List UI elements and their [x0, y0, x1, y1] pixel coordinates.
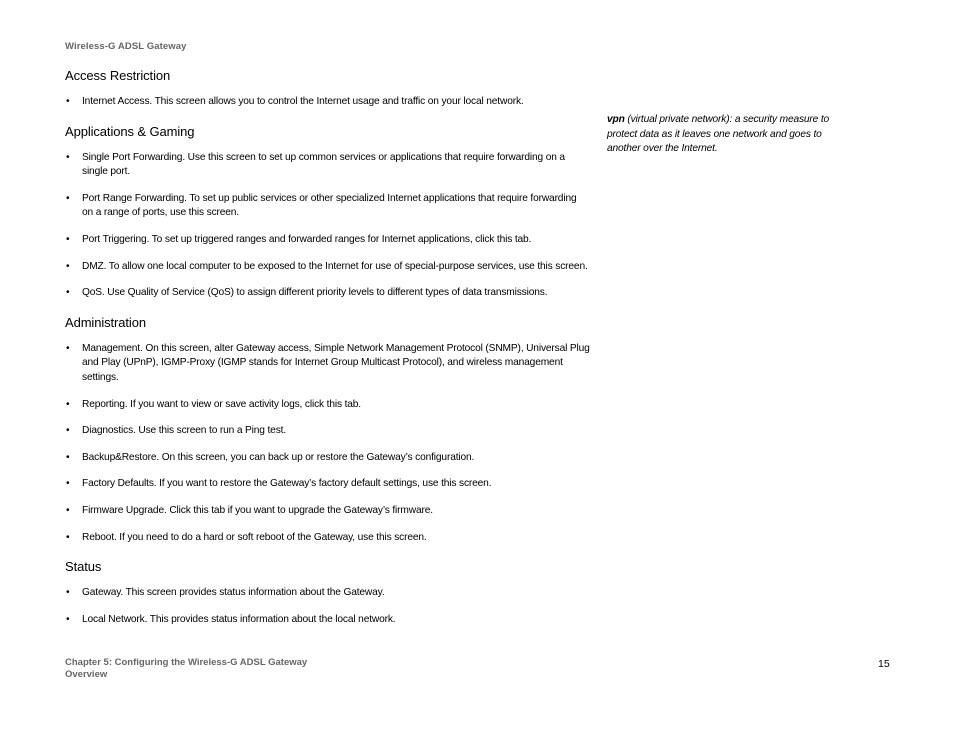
list-item: • Gateway. This screen provides status information about the Gateway.	[65, 586, 590, 601]
section-access-restriction	[65, 68, 590, 110]
footer-chapter	[65, 657, 307, 681]
footer-section-title: Overview	[65, 669, 108, 680]
list-item: • Port Range Forwarding. To set up public services or other specialized Internet applications that require forwarding on a range of ports, use this screen.	[65, 192, 590, 221]
list-item: • Backup&Restore. On this screen, you can back up or restore the Gateway’s configuration.	[65, 451, 590, 466]
section-status	[65, 559, 590, 627]
list-item: • Single Port Forwarding. Use this screen to set up common services or applications that require forwarding on a single port.	[65, 151, 590, 180]
footer-chapter-title: Chapter 5: Configuring the Wireless-G ADSL Gateway	[65, 657, 308, 668]
list-item: • Factory Defaults. If you want to restore the Gateway’s factory default settings, use this screen.	[65, 477, 590, 492]
list-item: • Reporting. If you want to view or save activity logs, click this tab.	[65, 398, 590, 413]
section-heading: Access Restriction	[65, 68, 171, 83]
list-item: • Diagnostics. Use this screen to run a Ping test.	[65, 424, 590, 439]
list-item: • Local Network. This provides status information about the local network.	[65, 613, 590, 628]
running-header: Wireless-G ADSL Gateway	[65, 41, 187, 52]
section-heading: Administration	[65, 314, 146, 330]
glossary-definition: (virtual private network): a security measure to protect data as it leaves one network and goes to another over the Internet.	[607, 114, 830, 155]
glossary-note	[607, 113, 835, 157]
list-item: • DMZ. To allow one local computer to be exposed to the Internet for use of special-purpose services, use this screen.	[65, 260, 590, 275]
bullet-list	[65, 151, 590, 301]
section-administration	[65, 315, 590, 545]
bullet-list	[65, 95, 590, 110]
list-item: • QoS. Use Quality of Service (QoS) to assign different priority levels to different types of data transmissions.	[65, 286, 590, 301]
glossary-term: vpn	[607, 114, 625, 125]
list-item: • Port Triggering. To set up triggered ranges and forwarded ranges for Internet applications, click this tab.	[65, 233, 590, 248]
list-item: • Reboot. If you need to do a hard or soft reboot of the Gateway, use this screen.	[65, 531, 590, 546]
main-column	[65, 68, 590, 641]
section-heading: Status	[65, 559, 102, 575]
list-item: • Firmware Upgrade. Click this tab if you want to upgrade the Gateway’s firmware.	[65, 504, 590, 519]
page-number: 15	[878, 658, 890, 670]
bullet-list	[65, 586, 590, 627]
list-item: • Internet Access. This screen allows you to control the Internet usage and traffic on your local network.	[65, 95, 590, 110]
section-applications-gaming	[65, 124, 590, 301]
bullet-list	[65, 342, 590, 545]
section-heading: Applications & Gaming	[65, 123, 195, 139]
list-item: • Management. On this screen, alter Gateway access, Simple Network Management Protocol (SNMP), Universal Plug and Play (UPnP), IGMP-Proxy (IGMP stands for Internet Group Multicast Protocol), and wireless management settings.	[65, 342, 590, 386]
